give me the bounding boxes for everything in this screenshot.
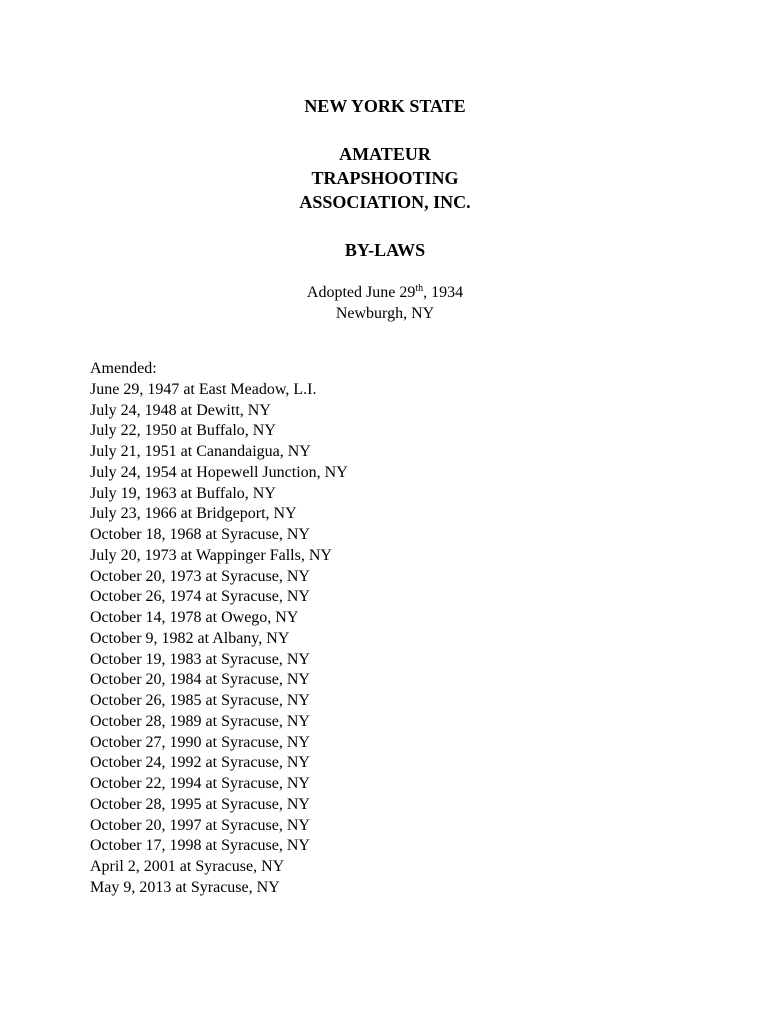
- amendment-entry: April 2, 2001 at Syracuse, NY: [90, 858, 285, 875]
- amendment-entry: July 22, 1950 at Buffalo, NY: [90, 422, 276, 440]
- amendment-entry: October 18, 1968 at Syracuse, NY: [90, 526, 310, 543]
- organization-line: TRAPSHOOTING: [311, 168, 459, 188]
- amendment-entry: July 24, 1954 at Hopewell Junction, NY: [90, 463, 348, 481]
- amendment-entry: October 27, 1990 at Syracuse, NY: [90, 733, 310, 751]
- document-type-text: BY-LAWS: [344, 240, 426, 260]
- amendment-entry: October 26, 1985 at Syracuse, NY: [90, 692, 310, 709]
- organization-line: AMATEUR: [339, 144, 431, 164]
- amendment-entry: October 17, 1998 at Syracuse, NY: [90, 837, 310, 855]
- amendment-entry: October 26, 1974 at Syracuse, NY: [90, 588, 310, 606]
- adoption-date-year: , 1934: [423, 284, 464, 301]
- adoption-location: Newburgh, NY: [335, 305, 435, 322]
- amendment-label: Amended:: [90, 360, 157, 377]
- amendment-entry: July 23, 1966 at Bridgeport, NY: [90, 505, 297, 523]
- organization-line: ASSOCIATION, INC.: [299, 192, 471, 212]
- state-heading: [0, 94, 770, 118]
- amendment-entry: July 24, 1948 at Dewitt, NY: [90, 401, 271, 419]
- amendment-entry: October 24, 1992 at Syracuse, NY: [90, 754, 310, 772]
- amendment-entry: October 14, 1978 at Owego, NY: [90, 609, 299, 626]
- amendment-entry: May 9, 2013 at Syracuse, NY: [90, 878, 280, 896]
- amendment-entry: July 19, 1963 at Buffalo, NY: [90, 484, 276, 502]
- amendment-entry: October 22, 1994 at Syracuse, NY: [90, 775, 310, 792]
- amendment-entry: October 20, 1997 at Syracuse, NY: [90, 816, 310, 834]
- amendment-list: [90, 359, 348, 899]
- amendment-entry: July 21, 1951 at Canandaigua, NY: [90, 443, 311, 460]
- amendment-entry: October 28, 1989 at Syracuse, NY: [90, 712, 310, 730]
- amendment-entry: October 20, 1973 at Syracuse, NY: [90, 567, 310, 585]
- organization-heading: [0, 142, 770, 214]
- amendment-entry: October 28, 1995 at Syracuse, NY: [90, 795, 310, 813]
- amendment-entry: June 29, 1947 at East Meadow, L.I.: [90, 380, 317, 398]
- amendment-entry: July 20, 1973 at Wappinger Falls, NY: [90, 546, 332, 564]
- document-type-heading: [0, 238, 770, 262]
- amendment-entry: October 20, 1984 at Syracuse, NY: [90, 671, 310, 689]
- adoption-date: [0, 282, 770, 303]
- state-heading-text: NEW YORK STATE: [304, 96, 466, 116]
- adoption-info: [0, 282, 770, 324]
- amendment-entry: October 19, 1983 at Syracuse, NY: [90, 650, 310, 668]
- amendment-entry: October 9, 1982 at Albany, NY: [90, 629, 290, 647]
- adoption-date-ordinal: th: [415, 283, 424, 294]
- adoption-date-prefix: Adopted June 29: [306, 284, 416, 301]
